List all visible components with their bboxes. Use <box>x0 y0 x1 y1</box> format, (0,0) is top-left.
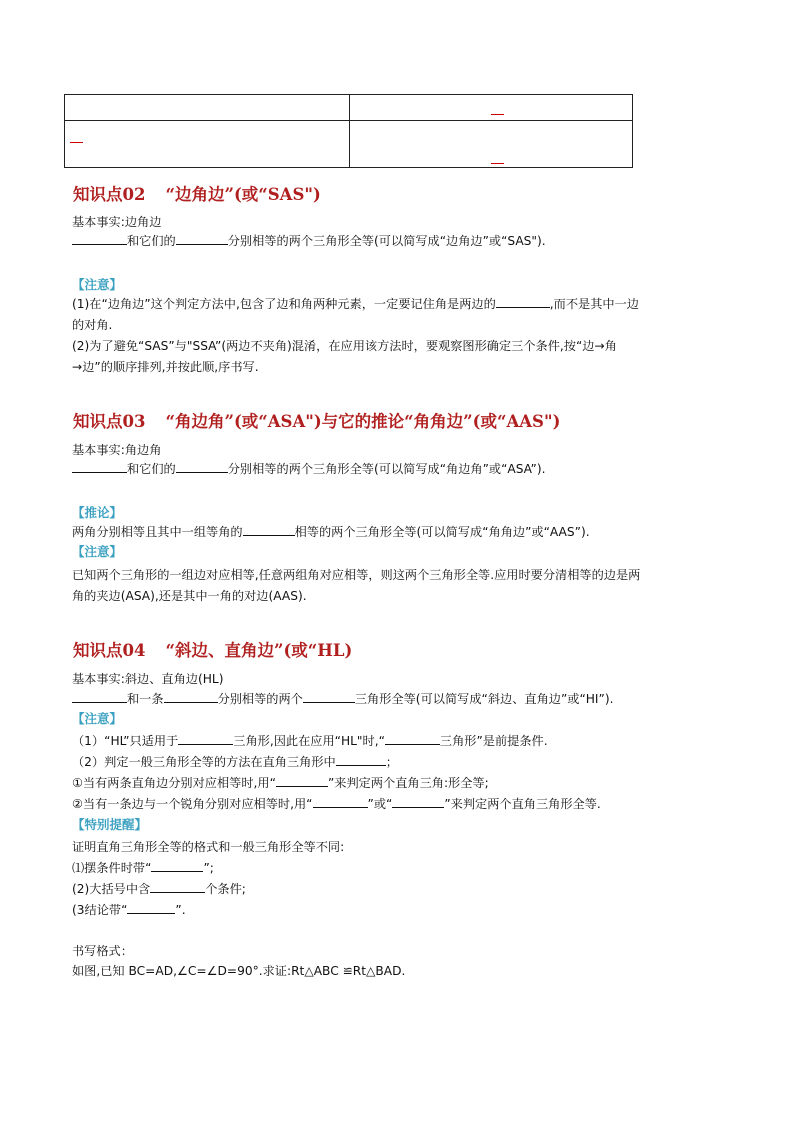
note-label: 【注意】 <box>72 711 123 726</box>
tips-tag <box>72 816 147 834</box>
note-line <box>72 732 548 750</box>
inference-label: 【推论】 <box>72 505 123 520</box>
text: ①当有两条直角边分别对应相等时,用“ <box>72 776 276 790</box>
text: (2)大括号中含 <box>72 882 151 896</box>
note-line: (2)为了避免“SAS”与"SSA”(两边不夹角)混淆，在应用该方法时，要观察图形确定三个条件,按“边→角 <box>72 339 617 353</box>
section-heading-03 <box>73 408 560 432</box>
tips-line <box>72 901 186 919</box>
note-line <box>72 295 639 313</box>
note-tag <box>72 710 122 728</box>
table-row <box>65 121 633 168</box>
section-number: 知识点04 <box>73 641 146 660</box>
note-line <box>72 795 601 813</box>
table-cell <box>65 121 350 168</box>
fill-sentence <box>72 460 545 478</box>
text: ,而不是其中一边 <box>549 297 639 311</box>
note-line: 已知两个三角形的一组边对应相等,任意两组角对应相等，则这两个三角形全等.应用时要分清相等的边是两 <box>72 568 641 582</box>
text: 个条件; <box>205 882 246 896</box>
format-label: 书写格式： <box>72 944 133 958</box>
section-number: 知识点03 <box>73 412 146 431</box>
blank-field[interactable] <box>313 795 368 808</box>
blank-field[interactable] <box>150 880 205 893</box>
blank-field[interactable] <box>496 295 550 308</box>
section-heading-04 <box>73 637 352 661</box>
section-title: “边角边”(或“SAS") <box>165 185 321 204</box>
text: ”; <box>203 861 214 875</box>
text: （1）“HL”只适用于 <box>72 734 179 748</box>
blank-field[interactable] <box>392 795 444 808</box>
tips-label: 【特别提醒】 <box>72 817 148 832</box>
text: ”来判定两个直角三角:形全等; <box>327 776 489 790</box>
blank-field[interactable] <box>243 523 295 536</box>
section-heading-02 <box>73 181 321 205</box>
text: 相等的两个三角形全等(可以简写成“角角边”或“AAS”). <box>294 525 590 539</box>
blank-field[interactable] <box>72 232 127 245</box>
text: ； <box>385 755 398 769</box>
note-line: →边”的顺序排列,并按此顺,序书写. <box>72 360 259 374</box>
blank-field[interactable] <box>127 901 175 914</box>
table-cell <box>350 95 633 121</box>
fill-sentence <box>72 232 546 250</box>
table-row <box>65 95 633 121</box>
example-line: 如图,已知 BC=AD,∠C=∠D=90°.求证:Rt△ABC ≌Rt△BAD. <box>72 964 406 978</box>
text: ②当有一条边与一个锐角分别对应相等时,用“ <box>72 797 313 811</box>
blank-field[interactable] <box>176 460 228 473</box>
note-tag <box>72 276 122 294</box>
blank-field[interactable] <box>385 732 440 745</box>
basic-fact: 基本事实:斜边、直角边(HL) <box>72 672 224 686</box>
blank-field[interactable] <box>276 774 328 787</box>
text: ⑴摆条件时带“ <box>72 861 152 875</box>
text: 分别相等的两个三角形全等(可以简写成“边角边”或“SAS"). <box>227 234 546 248</box>
blank-field[interactable] <box>178 732 233 745</box>
inference-line <box>72 523 590 541</box>
note-line <box>72 774 489 792</box>
text: (1)在“边角边”这个判定方法中,包含了边和角两种元素，一定要记住角是两边的 <box>72 297 496 311</box>
text: 三角形全等(可以简写成“斜边、直角边”或“HI”). <box>354 692 614 706</box>
blank-field[interactable] <box>72 690 127 703</box>
text: 和一条 <box>127 692 164 706</box>
text: ”. <box>175 903 186 917</box>
text: 三角形”是前提条件. <box>439 734 548 748</box>
blank-mark <box>491 114 504 115</box>
basic-fact: 基本事实:边角边 <box>72 215 162 229</box>
fill-sentence <box>72 690 613 708</box>
blank-field[interactable] <box>336 753 386 766</box>
table-cell <box>65 95 350 121</box>
blank-mark <box>70 142 83 143</box>
note-label: 【注意】 <box>72 544 123 559</box>
note-line: 角的夹边(ASA),还是其中一角的对边(AAS). <box>72 589 307 603</box>
blank-mark <box>491 163 504 164</box>
tips-line <box>72 880 246 898</box>
blank-field[interactable] <box>151 859 203 872</box>
text: 和它们的 <box>127 462 176 476</box>
text: ”来判定两个直角三角形全等. <box>444 797 601 811</box>
section-title: “斜边、直角边”(或“HL) <box>165 641 353 660</box>
text: 和它们的 <box>127 234 176 248</box>
text: 分别相等的两个三角形全等(可以简写成“角边角”或“ASA”). <box>227 462 546 476</box>
text: （2）判定一般三角形全等的方法在直角三角形中 <box>72 755 336 769</box>
table-cell <box>350 121 633 168</box>
section-number: 知识点02 <box>73 185 146 204</box>
tips-line <box>72 859 214 877</box>
blank-field[interactable] <box>72 460 127 473</box>
text: 两角分别相等且其中一组等角的 <box>72 525 243 539</box>
note-line <box>72 753 398 771</box>
blank-field[interactable] <box>303 690 355 703</box>
note-line: 的对角. <box>72 318 113 332</box>
tips-line: 证明直角三角形全等的格式和一般三角形全等不同: <box>72 840 345 854</box>
blank-field[interactable] <box>176 232 228 245</box>
basic-fact: 基本事实:角边角 <box>72 443 162 457</box>
text: (3结论带“ <box>72 903 128 917</box>
section-title: “角边角”(或“ASA")与它的推论“角角边”(或“AAS") <box>165 412 561 431</box>
note-tag <box>72 543 122 561</box>
text: 三角形,因此在应用“HL"时,“ <box>233 734 385 748</box>
inference-tag <box>72 504 122 522</box>
text: 分别相等的两个 <box>217 692 303 706</box>
text: ”或“ <box>367 797 393 811</box>
blank-field[interactable] <box>164 690 218 703</box>
note-label: 【注意】 <box>72 277 123 292</box>
summary-table <box>64 94 633 168</box>
